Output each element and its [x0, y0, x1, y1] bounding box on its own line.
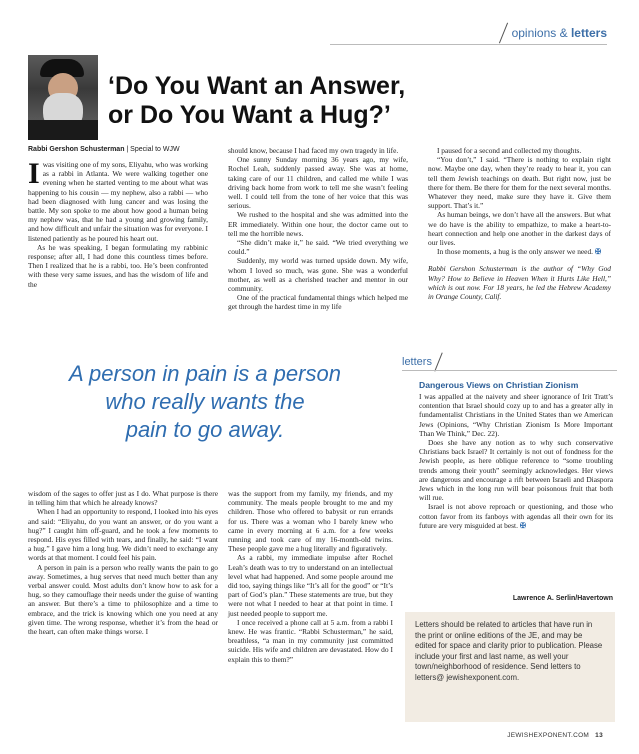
letters-section-tag [402, 352, 439, 372]
end-mark: ✠ [519, 520, 526, 530]
letter-paragraph: I was appalled at the naivety and sheer ignorance of Irit Tratt’s contention that Israel should cozy up to and has a greater ally in fundamentalist Christians in the United States than we American Jews (Opinions, “Why Christian Zionism Is More Important Than We Think,” Dec. 22). [419, 392, 613, 438]
letters-notice-text: Letters should be related to articles that have run in the print or online editions of the JE, and may be edited for space and clarity prior to publication. Please include your first and last name, as well your town/neighborhood of residence. Send letters to letters@ jewishexponent.com. [415, 620, 603, 682]
letter-paragraph: Israel is not above reproach or questioning, and those who cotton favor from its fanboys with agendas all their own for its future are very misguided at best. [419, 502, 613, 530]
article-paragraph: was the support from my family, my friends, and my community. The meals people brought to me and my children. Those who offered to babysit or run errands for us. There was a woman who I barely knew who came in every morning at 6 a.m. for a few weeks running and took care of my 16-month-old twins. These people gave me a hug literally and figuratively. [228, 489, 393, 554]
article-paragraph: wisdom of the sages to offer just as I do. What purpose is there in telling him that which he already knows? [28, 489, 218, 508]
headline [108, 72, 405, 130]
letters-tag-label: letters [402, 356, 432, 368]
section-amp: & [559, 26, 568, 40]
article-col1 [28, 157, 208, 289]
letter-body [419, 392, 613, 530]
byline-outlet: | Special to WJW [124, 146, 180, 153]
article-paragraph: One sunny Sunday morning 36 years ago, my wife, Rochel Leah, suddenly passed away. She was at home, taking care of our 11 children, and called me while I was driving back home from work to tell me she wasn’t feeling well. I could tell from the tone of her voice that this was serious. [228, 155, 408, 211]
article-paragraph: Suddenly, my world was turned upside down. My wife, whom I loved so much, was gone. She was a wonderful mother, as well as a cherished teacher and mentor in our community. [228, 256, 408, 294]
article-col5 [228, 489, 393, 664]
article-paragraph: As he was speaking, I began formulating my rabbinic response; after all, I had done this countless times before. Then I realized that he is a rabbi, too. He’s been confronted with these very same issues, and has the wisdom of life and the [28, 242, 208, 289]
letter-title: Dangerous Views on Christian Zionism [419, 380, 579, 390]
article-paragraph: “You don’t,” I said. “There is nothing to explain right now. Maybe one day, when they’re ready to hear it, you can tell them Jewish teachings on death. But right now, just be there for them. Be there for them for the next several months. Whatever they need, make sure they have it. Give them support. That’s it.” [428, 155, 611, 211]
footer-site: JEWISHEXPONENT.COM [507, 732, 590, 739]
article-paragraph: In those moments, a hug is the only answer we need. [437, 247, 593, 257]
headline-line1: ‘Do You Want an Answer, [108, 72, 406, 100]
article-col2 [228, 146, 408, 312]
slash-divider [434, 353, 442, 372]
article-paragraph: One of the practical fundamental things which helped me get through the hardest time in my life [228, 293, 408, 312]
section-opinions: opinions [511, 26, 557, 40]
section-tag [503, 22, 607, 44]
pull-quote-line2: who really wants the [105, 389, 305, 414]
article-col3 [428, 146, 611, 301]
pull-quote-line1: A person in pain is a person [69, 361, 341, 386]
article-paragraph: As human beings, we don’t have all the answers. But what we do have is the ability to empathize, to make a heart-to-heart connection and help one another in the darkest days of our lives. [428, 210, 611, 248]
article-paragraph: was visiting one of my sons, Eliyahu, who was working as a rabbi in Atlanta. We were walking together one evening when he started venting to me about what was happening to his cousin — my nephew, also a rabbi — who had been diagnosed with lung cancer and was losing the battle. My son spoke to me about how good a human being my nephew was, that he had a young and growing family, and how difficult and unfair the situation was for everyone. I listened patiently as he poured his heart out. [28, 160, 208, 243]
page-number: 13 [595, 732, 603, 739]
author-bio: Rabbi Gershon Schusterman is the author of “Why God Why? How to Believe in Heaven When it Hurts Like Hell,” which is out now. For 18 years, he led the Hebrew Academy in Orange County, Calif. [428, 264, 611, 302]
section-letters: letters [570, 26, 607, 40]
byline [28, 146, 180, 153]
pull-quote [40, 360, 370, 444]
dropcap: I [28, 157, 40, 190]
letter-signature: Lawrence A. Serlin/Havertown [512, 595, 613, 602]
article-paragraph: When I had an opportunity to respond, I looked into his eyes and said: “Eliyahu, do you want an answer, or do you want a hug?” I caught him off-guard, and he took a few moments to respond. His eyes filled with tears, and finally, he said: “I want a hug.” I gave him a long hug. We didn’t need to exchange any words at that moment. I could feel his pain. [28, 507, 218, 563]
headline-line2: or Do You Want a Hug?’ [108, 101, 391, 129]
section-rule [330, 44, 607, 45]
article-col4 [28, 489, 218, 636]
article-paragraph: I once received a phone call at 5 a.m. from a rabbi I knew. He was frantic. “Rabbi Schusterman,” he said, breathless, “a man in my community just committed suicide. His wife and children are devastated. How do I explain this to them?” [228, 617, 393, 664]
byline-author: Rabbi Gershon Schusterman [28, 146, 125, 153]
article-paragraph: should know, because I had faced my own tragedy in life. [228, 146, 399, 155]
pull-quote-line3: pain to go away. [125, 417, 285, 442]
slash-divider [498, 23, 507, 44]
author-photo [28, 55, 98, 140]
letters-rule [402, 370, 617, 371]
article-paragraph: As a rabbi, my immediate impulse after Rochel Leah’s death was to try to understand on an intellectual level what had happened. And some people around me did too, saying things like “It’s all for the good” or “It’s part of God’s plan.” These statements are true, but they were not what I needed to hear at that point in time. I just needed people to support me. [228, 553, 393, 618]
article-paragraph: I paused for a second and collected my thoughts. [437, 146, 582, 155]
letters-notice-box [405, 612, 615, 722]
page-footer [507, 732, 603, 739]
letter-paragraph: Does she have any notion as to why such conservative Christians back Israel? It certainly is not out of fondness for the Jewish people, as here oblique reference to “some troubling trends among their youth” seemingly acknowledges. Her views are dangerous and encourage a rift between Israeli and Diaspora Jews which in the long run will bear poisonous fruit that both will rue. [419, 438, 613, 503]
end-mark: ✠ [594, 247, 602, 257]
article-paragraph: We rushed to the hospital and she was admitted into the ER immediately. Within one hour, the doctor came out to tell me the horrible news. [228, 210, 408, 238]
article-paragraph: “She didn’t make it,” he said. “We tried everything we could.” [228, 238, 408, 257]
article-paragraph: A person in pain is a person who really wants the pain to go away. Sometimes, a hug serves that need much better than any verbal answer could. Most adults don’t know how to ask for a hug, so they camouflage their needs under the guise of wanting an answer. But there’s a time to philosophize and a time to embrace, and the trick is knowing which one you need at any given time. The wrong response, whether it’s from the head or the heart, can often make things worse. I [28, 562, 218, 637]
